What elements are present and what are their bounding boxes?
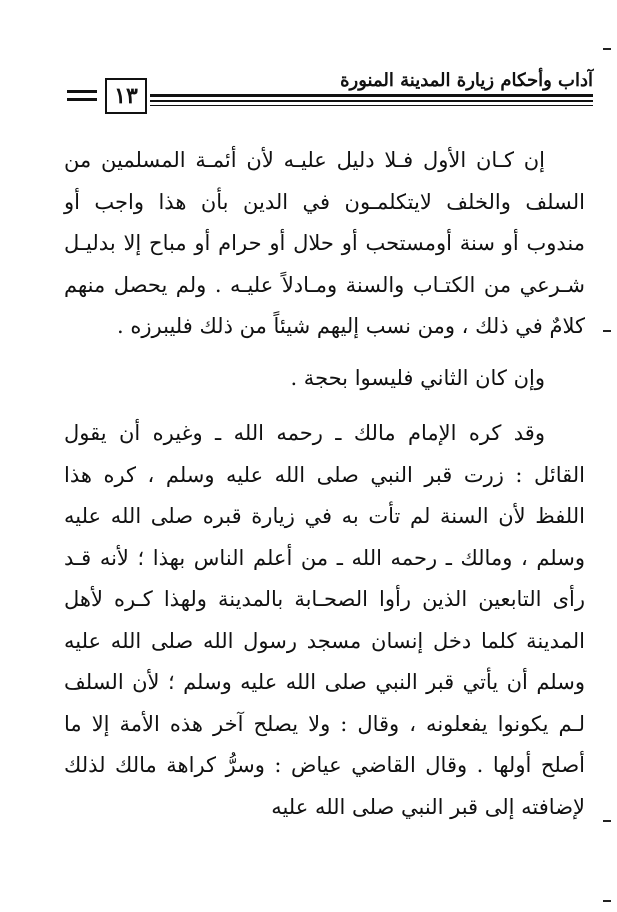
body-paragraph: وإن كان الثاني فليسوا بحجة . (290, 365, 545, 390)
page-body (64, 140, 585, 828)
scan-edge-mark (603, 900, 611, 902)
header-rule (150, 100, 593, 102)
scan-edge-mark (603, 48, 611, 50)
scan-edge-mark (603, 820, 611, 822)
scan-edge-mark (603, 330, 611, 332)
header-ornament-line (67, 90, 97, 93)
page-header (0, 0, 617, 120)
body-paragraph: وقد كره الإمام مالك ـ رحمه الله ـ وغيره أن يقول القائل : زرت قبر النبي صلى الله عليه وسلم ، كره هذا اللفظ لأن السنة لم تأت به في زيارة قبره صلى الله عليه وسلم ، ومالك ـ رحمه الله ـ من أعلم الناس بهذا ؛ لأنه قـد رأى التابعين الذين رأوا الصحـابة بالمدينة ولهذا كـره لأهل المدينة كلما دخل إنسان مسجد رسول الله صلى الله عليه وسلم أن يأتي قبر النبي صلى الله عليه وسلم ؛ لأن السلف لـم يكونوا يفعلونه ، وقال : ولا يصلح آخر هذه الأمة إلا ما أصلح أولها . وقال القاضي عياض : وسرُّ كراهة مالك لذلك لإضافته إلى قبر النبي صلى الله عليه (64, 421, 585, 819)
header-rule (150, 105, 593, 106)
page-number: ١٣ (105, 78, 147, 114)
header-rule (150, 94, 593, 97)
header-ornament-line (67, 98, 97, 101)
body-paragraph: إن كـان الأول فـلا دليل عليـه لأن أئمـة المسلمين من السلف والخلف لايتكلمـون في الدين بأن هذا واجب أو مندوب أو سنة أومستحب أو حلال أو حرام أو مباح إلا بدليـل شـرعي من الكتـاب والسنة ومـادلاً عليـه . ولم يحصل منهم كلامٌ في ذلك ، ومن نسب إليهم شيئاً من ذلك فليبرزه . (64, 148, 585, 338)
running-title: آداب وأحكام زيارة المدينة المنورة (340, 70, 593, 91)
